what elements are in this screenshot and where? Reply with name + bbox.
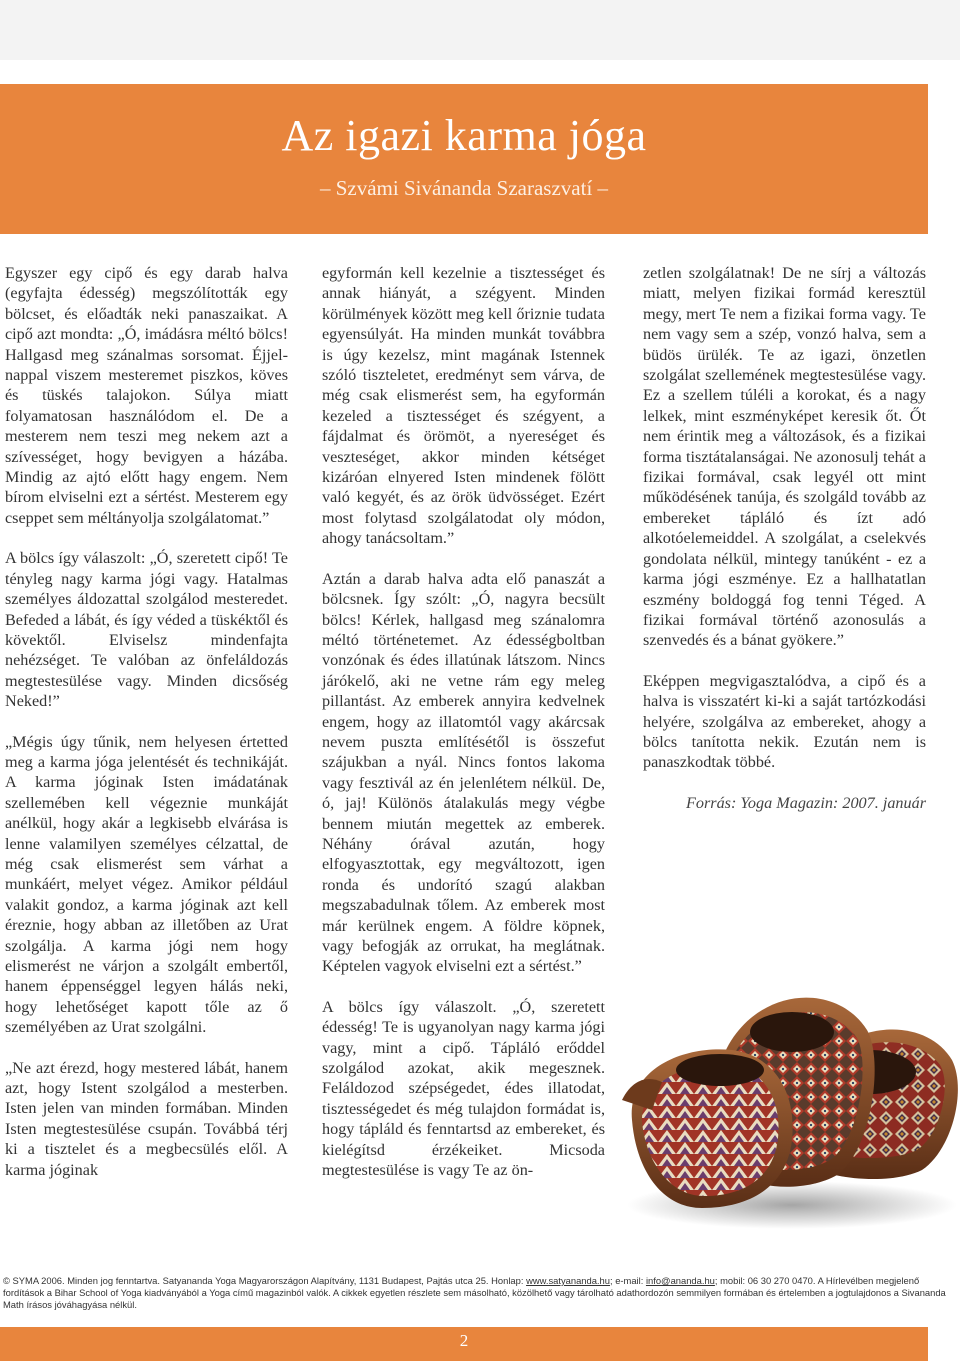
slipper-left [622, 1049, 793, 1208]
footer-text: ; e-mail: [609, 1275, 646, 1286]
paragraph: „Mégis úgy tűnik, nem helyesen értetted meg a karma jóga jelentését és technikáját. A karma jóginak Isten imádatának szellemében kell végeznie munkáját anélkül, hogy akár a legkisebb elvárása is lenne valamilyen személyes célzattal, de még csak elismerést sem várhat a munkáért, melyet végez. Amikor például valakit gondoz, a karma jóginak azt kell éreznie, hogy abban az illetőben az Urat szolgálja. A karma jógi nem hogy elismerést ne várjon a szolgált embertől, hanem éppenséggel legyen hálás neki, hogy lehetőséget kapott tőle az ő személyében az Urat szolgálni. [5, 732, 288, 1037]
source-citation: Forrás: Yoga Magazin: 2007. január [686, 793, 926, 812]
paragraph: Egyszer egy cipő és egy darab halva (egyfajta édesség) megszólították egy bölcset, és előadták neki panaszaikat. A cipő azt mondta: „Ó, imádásra méltó bölcs! Hallgasd meg szánalmas sorsomat. Éjjel-nappal viszem mesteremet piszkos, köves és tüskés talajokon. Súlya miatt folyamatosan használódom el. De a mesterem nem teszi meg nekem azt a szívességet, hogy bevigyen a házába. Mindig az ajtó előtt hagy engem. Nem bírom elviselni ezt a sértést. Mesterem egy cseppet sem méltányolja szolgálatomat.” [5, 264, 288, 527]
paragraph: „Ne azt érezd, hogy mestered lábát, hanem azt, hogy Istent szolgálod a mesterben. Isten jelen van minden formában. Minden Isten megtestesülése csupán. Továbbá térj ki a tisztelet és a megbecsülés elől. A karma jóginak [5, 1058, 288, 1179]
email-link[interactable]: info@ananda.hu [645, 1275, 715, 1286]
paragraph: Eképpen megvigasztalódva, a cipő és a halva is visszatért ki-ki a saját tartózkodási helyére, szolgálva az embereket, ahogy a bölcs tanította nekik. Ezután nem is panaszkodtak többé. [643, 671, 926, 772]
footer-copyright [3, 1275, 955, 1311]
paragraph: zetlen szolgálatnak! De ne sírj a változás miatt, melyen fizikai formád keresztül megy, mert Te nem a fizikai forma vagy. Te nem vagy sem a szép, vonzó halva, sem a büdös ürülék. Te az igazi, önzetlen szolgálat szellemének megtestesülése vagy. Ez a szellem túléli a korokat, és a nagy lelkek, mint eszményképet keresik őt. Őt nem érintik meg a változások, és a fizikai forma tisztátalanságai. Ne azonosulj tehát a fizikai formával, csak legyél ott mint működésének tanúja, és szolgáld tovább az embereket tápláló és ízt adó alkotóelemeiddel. A szolgálat, a cselekvés gondolata nélkül, mintegy tanúként - ez a karma jógi eszménye. Ez a hallhatatlan eszmény boldoggá fog tenni Téged. A fizikai formával történő azonosulás a szenvedés és a bánat gyökere.” [643, 264, 926, 650]
paragraph: A bölcs így válaszolt. „Ó, szeretett édesség! Te is ugyanolyan nagy karma jógi vagy, mint a cipő. Tápláló erőddel szolgálod azokat, akik megesznek. Feláldozod szépségedet, édes illatodat, tisztességedet és még tulajdon formádat is, hogy tápláld és fenntartsd az embereket, és kielégítsd érzékeiket. Micsoda megtestesülése is vagy Te az ön- [322, 997, 605, 1180]
paragraph: Aztán a darab halva adta elő panaszát a bölcsnek. Így szólt: „Ó, nagyra becsült bölcs! Kérlek, hallgasd meg szánalomra méltó történetemet. Az édességboltban vonzónak és édes illatúnak látszom. Nincs járókelő, aki ne vetne rám egy meleg pillantást. Az emberek annyira kedvelnek engem, hogy az illatomtól vagy akárcsak nevem puszta említésétől is összefut szájukban a nyál. Nincs fontos lakoma vagy fesztivál az én jelenlétem nélkül. De, ó, jaj! Különös átalakulás megy végbe bennem miután megettek az emberek. Néhány órával azután, hogy elfogyasztottak, egy megváltozott, igen ronda és undorító szagú alakban megszabadulnak tőlem. Az emberek most már kerülnek engem. A földre köpnek, vagy befogják az orrukat, ha meglátnak. Képtelen vagyok elviselni ezt a sértést.” [322, 569, 605, 976]
top-band [0, 0, 960, 60]
slippers-photo [622, 950, 960, 1235]
page-number: 2 [459, 1331, 469, 1350]
paragraph: A bölcs így válaszolt: „Ó, szeretett cipő! Te tényleg nagy karma jógi vagy. Hatalmas személyes áldozattal szolgálod mesteredet. Befeded a lábát, és így véded a tüskéktől és kövektől. Elviselsz mindenfajta nehézséget. Te valóban az önfeláldozás megtestesülése vagy. Minden dicsőség Neked!” [5, 549, 288, 711]
column-1 [5, 263, 288, 1200]
paragraph: egyformán kell kezelnie a tisztességet és annak hiányát, a szégyent. Minden körülmények között meg kell őriznie tudata egyensúlyát. Ha minden munkát továbbra is úgy kezelsz, mint magának Istennek szóló tiszteletet, eredményt sem várva, de még csak elismerést sem, ha egyformán kezeled a tisztességet és szégyent, a fájdalmat és örömöt, a nyereséget és veszteséget, akkor minden kétséget kizáróan elnyered Isten mindenek fölött való kegyét, és az örök üdvösséget. Ezért most folytasd szolgálatodat oly módon, ahogy tanácsoltam.” [322, 264, 605, 548]
article-title: Az igazi karma jóga [281, 111, 647, 160]
footer-text: © SYMA 2006. Minden jog fenntartva. Satyananda Yoga Magyarországon Alapítvány, 1131 Budapest, Pajtás utca 25. Honlap: [3, 1275, 527, 1286]
website-link[interactable]: www.satyananda.hu [526, 1275, 610, 1286]
article-subtitle: – Szvámi Sivánanda Szaraszvatí – [319, 176, 609, 200]
column-3 [643, 263, 926, 833]
footer-text: ; mobil: 06 30 270 0470. A Hírlevélben megjelenő fordítások a Bihar School of Yoga kiadványából a Yoga című magazinból valók. A cikkek egyetlen részlete sem másolható, közölhető vagy tárolható adathordozón semmilyen formában és értelemben a jogtulajdonos a Sivananda Math írásos jóváhagyása nélkül. [3, 1275, 946, 1310]
column-2 [322, 263, 605, 1200]
